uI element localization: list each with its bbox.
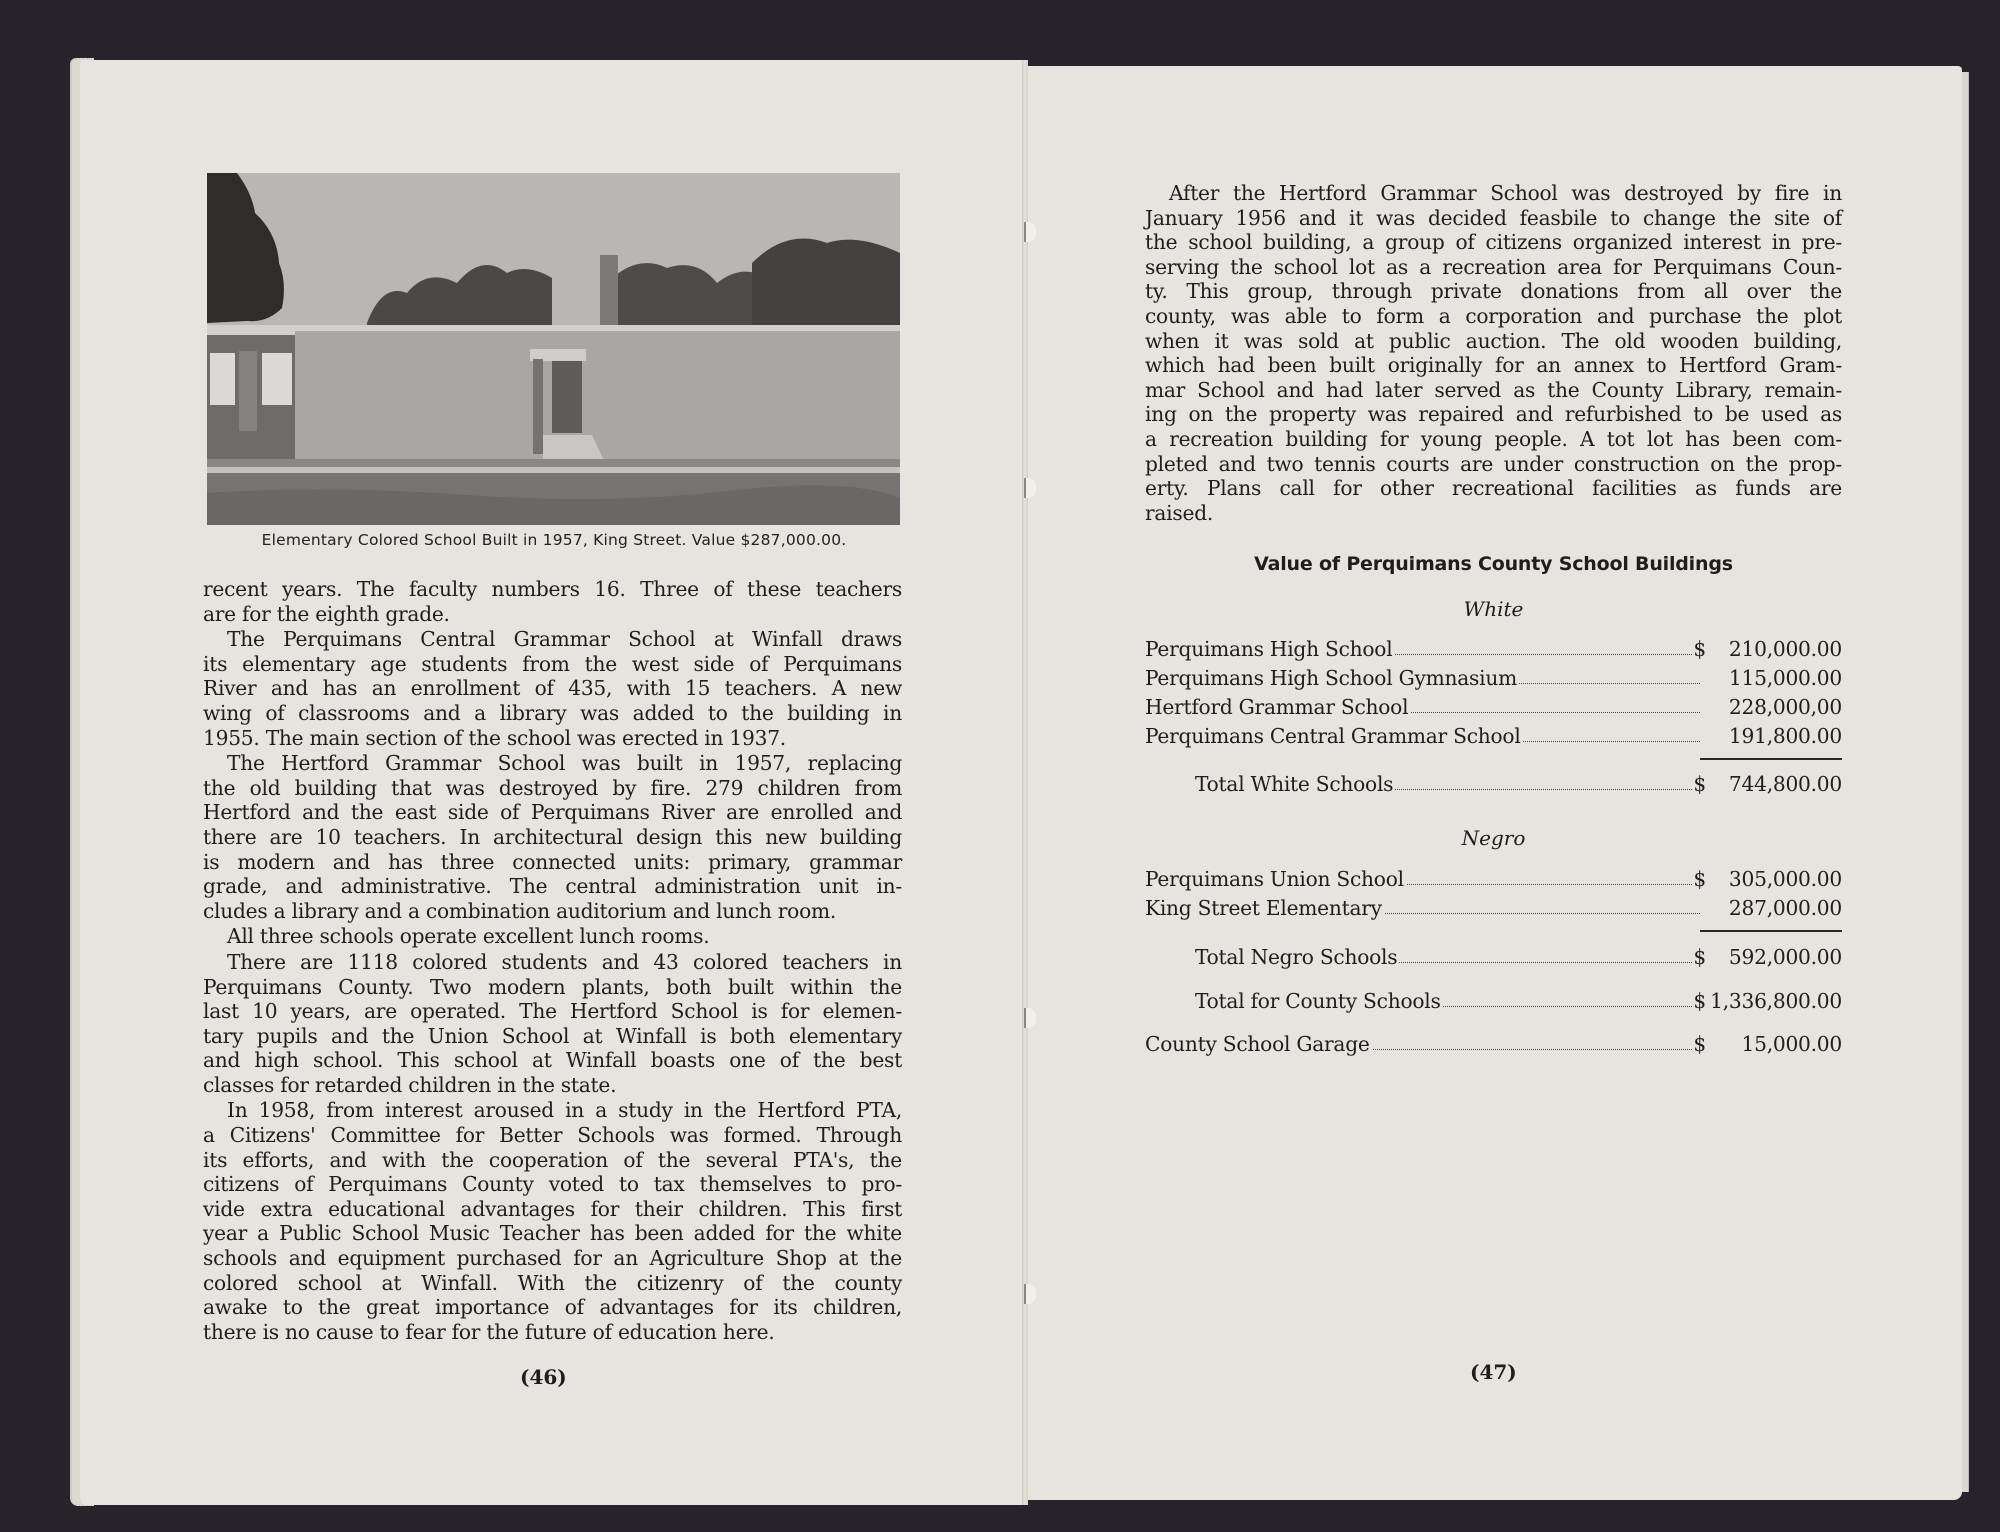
text-line: There are 1118 colored students and 43 colored teachers in — [227, 949, 902, 974]
text-line: the school building, a group of citizens organized interest in pre- — [1145, 230, 1842, 255]
row-label: Perquimans Union School — [1145, 867, 1404, 891]
text-line: pleted and two tennis courts are under construction on the prop- — [1145, 451, 1842, 476]
table-row — [1145, 636, 1842, 662]
dollar-sign: $ — [1693, 989, 1706, 1013]
row-value: 15,000.00 — [1741, 1032, 1842, 1056]
row-label: Perquimans High School Gymnasium — [1145, 666, 1518, 690]
section-heading: White — [1463, 597, 1524, 621]
text-line: raised. — [1145, 500, 1214, 525]
text-line: colored school at Winfall. With the citizenry of the county — [203, 1270, 902, 1295]
row-label: County School Garage — [1145, 1032, 1370, 1056]
dollar-sign: $ — [1693, 637, 1706, 661]
paragraph — [203, 1098, 902, 1344]
row-value: 191,800.00 — [1728, 724, 1842, 748]
left-body-text — [203, 577, 902, 1344]
school-building-photo — [207, 173, 900, 525]
text-line: ing on the property was repaired and refurbished to be used as — [1145, 402, 1842, 427]
row-value: 744,800.00 — [1728, 772, 1842, 796]
text-line: All three schools operate excellent lunch rooms. — [227, 924, 710, 949]
text-line: grade, and administrative. The central administration unit in- — [203, 874, 902, 899]
text-line: erty. Plans call for other recreational facilities as funds are — [1145, 476, 1842, 501]
row-value: 592,000.00 — [1728, 945, 1842, 969]
text-line: recent years. The faculty numbers 16. Three of these teachers — [203, 577, 902, 601]
text-line: serving the school lot as a recreation area for Perquimans Coun- — [1145, 254, 1842, 279]
section-heading: Negro — [1461, 826, 1526, 850]
dollar-sign: $ — [1693, 772, 1706, 796]
text-line: tary pupils and the Union School at Winfall is both elementary — [203, 1023, 902, 1048]
sum-rule — [1700, 930, 1842, 932]
text-line: schools and equipment purchased for an Agriculture Shop at the — [203, 1246, 902, 1271]
dollar-sign: $ — [1693, 945, 1706, 969]
text-line: ty. This group, through private donations from all over the — [1145, 279, 1842, 304]
text-line: classes for retarded children in the state. — [203, 1072, 617, 1097]
text-line: there is no cause to fear for the future of education here. — [203, 1319, 775, 1344]
text-line: last 10 years, are operated. The Hertford School is for elemen- — [203, 999, 902, 1024]
text-line: River and has an enrollment of 435, with 15 teachers. A new — [203, 676, 902, 701]
text-line: The Perquimans Central Grammar School at Winfall draws — [227, 627, 902, 652]
text-line: awake to the great importance of advantages for its children, — [203, 1295, 902, 1320]
text-line: cludes a library and a combination auditorium and lunch room. — [203, 898, 837, 923]
text-line: Perquimans County. Two modern plants, both built within the — [203, 974, 902, 999]
photo-caption: Elementary Colored School Built in 1957, King Street. Value $287,000.00. — [261, 531, 847, 549]
table-row — [1145, 665, 1842, 691]
staple — [1024, 478, 1036, 498]
staple — [1024, 1284, 1036, 1304]
row-label: Total Negro Schools — [1145, 944, 1399, 970]
text-line: vide extra educational advantages for their children. This first — [203, 1196, 902, 1221]
text-line: its efforts, and with the cooperation of the several PTA's, the — [203, 1147, 902, 1172]
row-value: 287,000.00 — [1728, 896, 1842, 920]
paragraph — [1145, 181, 1842, 525]
paragraph — [203, 924, 902, 949]
grand-total-row — [1145, 988, 1842, 1014]
text-line: there are 10 teachers. In architectural design this new building — [203, 824, 902, 849]
text-line: 1955. The main section of the school was erected in 1937. — [203, 725, 786, 750]
table-row — [1145, 723, 1842, 749]
row-value: 1,336,800.00 — [1710, 989, 1842, 1013]
text-line: when it was sold at public auction. The old wooden building, — [1145, 328, 1842, 353]
text-line: The Hertford Grammar School was built in 1957, replacing — [227, 751, 902, 776]
dollar-sign: $ — [1693, 867, 1706, 891]
paragraph — [203, 950, 902, 1098]
text-line: the old building that was destroyed by fire. 279 children from — [203, 775, 902, 800]
row-label: King Street Elementary — [1145, 896, 1382, 920]
right-body-text — [1145, 181, 1842, 525]
text-line: are for the eighth grade. — [203, 601, 450, 626]
total-row — [1145, 771, 1842, 797]
text-line: citizens of Perquimans County voted to tax themselves to pro- — [203, 1172, 902, 1197]
row-label: Perquimans High School — [1145, 637, 1393, 661]
paragraph — [203, 751, 902, 923]
text-line: After the Hertford Grammar School was destroyed by fire in — [1169, 181, 1842, 205]
text-line: its elementary age students from the west side of Perquimans — [203, 651, 902, 676]
page-number-right: (47) — [1470, 1360, 1517, 1384]
text-line: county, was able to form a corporation and purchase the plot — [1145, 303, 1842, 328]
page-number-left: (46) — [520, 1365, 567, 1389]
row-label: Total for County Schools — [1145, 988, 1443, 1014]
text-line: and high school. This school at Winfall boasts one of the best — [203, 1048, 902, 1073]
row-value: 210,000.00 — [1728, 637, 1842, 661]
garage-row — [1145, 1031, 1842, 1057]
row-value: 305,000.00 — [1728, 867, 1842, 891]
text-line: mar School and had later served as the County Library, remain- — [1145, 377, 1842, 402]
dollar-sign: $ — [1693, 1032, 1706, 1056]
text-line: is modern and has three connected units: primary, grammar — [203, 849, 902, 874]
table-row — [1145, 694, 1842, 720]
staple — [1024, 1008, 1036, 1028]
staple — [1024, 222, 1036, 242]
paragraph — [203, 627, 902, 750]
text-line: a Citizens' Committee for Better Schools was formed. Through — [203, 1123, 902, 1148]
text-line: a recreation building for young people. A tot lot has been com- — [1145, 426, 1842, 451]
sum-rule — [1700, 758, 1842, 760]
text-line: Hertford and the east side of Perquimans River are enrolled and — [203, 800, 902, 825]
row-value: 115,000.00 — [1728, 666, 1842, 690]
text-line: year a Public School Music Teacher has been added for the white — [203, 1221, 902, 1246]
text-line: January 1956 and it was decided feasbile to change the site of — [1145, 205, 1842, 230]
text-line: which had been built originally for an annex to Hertford Gram- — [1145, 353, 1842, 378]
row-label: Perquimans Central Grammar School — [1145, 724, 1521, 748]
total-row — [1145, 944, 1842, 970]
row-label: Hertford Grammar School — [1145, 695, 1409, 719]
row-value: 228,000,00 — [1728, 695, 1842, 719]
row-label: Total White Schools — [1145, 771, 1395, 797]
table-title: Value of Perquimans County School Buildings — [1254, 553, 1733, 575]
text-line: wing of classrooms and a library was added to the building in — [203, 700, 902, 725]
paragraph — [203, 577, 902, 626]
text-line: In 1958, from interest aroused in a study in the Hertford PTA, — [227, 1098, 902, 1123]
table-row — [1145, 866, 1842, 892]
table-row — [1145, 895, 1842, 921]
